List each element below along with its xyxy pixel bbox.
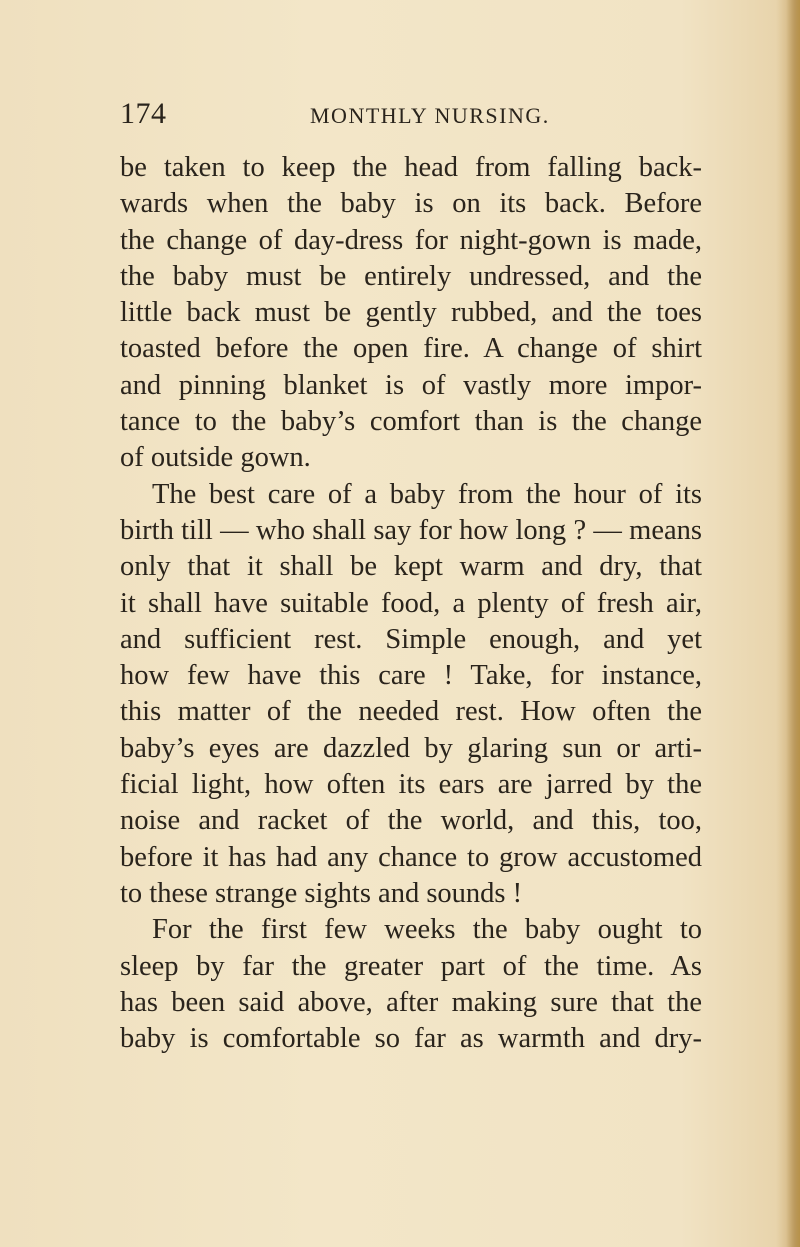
text-line: it shall have suitable food, a plenty of fresh air, bbox=[120, 587, 702, 619]
text-line: tance to the baby’s comfort than is the change bbox=[120, 406, 702, 438]
text-line: wards when the baby is on its back. Before bbox=[120, 188, 702, 220]
paragraph-start-line: For the first few weeks the baby ought to bbox=[152, 914, 702, 946]
page-edge-shadow bbox=[786, 0, 800, 1247]
text-line: and pinning blanket is of vastly more impor- bbox=[120, 369, 702, 401]
page-number: 174 bbox=[120, 97, 167, 130]
text-line: the baby must be entirely undressed, and the bbox=[120, 260, 702, 292]
text-line: only that it shall be kept warm and dry, that bbox=[120, 551, 702, 583]
running-head: MONTHLY NURSING. bbox=[310, 103, 550, 128]
text-line: how few have this care ! Take, for instance, bbox=[120, 660, 702, 692]
text-line: the change of day-dress for night-gown is made, bbox=[120, 224, 702, 256]
text-line: and sufficient rest. Simple enough, and yet bbox=[120, 623, 702, 655]
text-line: noise and racket of the world, and this, too, bbox=[120, 805, 702, 837]
text-line: toasted before the open fire. A change of shirt bbox=[120, 333, 702, 365]
text-line: before it has had any chance to grow accustomed bbox=[120, 841, 702, 873]
text-line: be taken to keep the head from falling back- bbox=[120, 152, 702, 183]
text-line: baby’s eyes are dazzled by glaring sun or arti- bbox=[120, 732, 702, 764]
body-text bbox=[120, 150, 702, 1057]
text-line: birth till — who shall say for how long ? — means bbox=[120, 514, 702, 546]
text-line: ficial light, how often its ears are jarred by the bbox=[120, 769, 702, 801]
page-header bbox=[120, 97, 700, 137]
text-line: little back must be gently rubbed, and the toes bbox=[120, 297, 702, 329]
text-line: has been said above, after making sure that the bbox=[120, 986, 702, 1018]
paragraph-end-line: of outside gown. bbox=[120, 442, 311, 474]
text-line: this matter of the needed rest. How often the bbox=[120, 696, 702, 728]
text-line: baby is comfortable so far as warmth and dry- bbox=[120, 1023, 702, 1055]
paragraph-end-line: to these strange sights and sounds ! bbox=[120, 877, 523, 909]
text-line: sleep by far the greater part of the time. As bbox=[120, 950, 702, 982]
paragraph-start-line: The best care of a baby from the hour of its bbox=[152, 478, 702, 510]
